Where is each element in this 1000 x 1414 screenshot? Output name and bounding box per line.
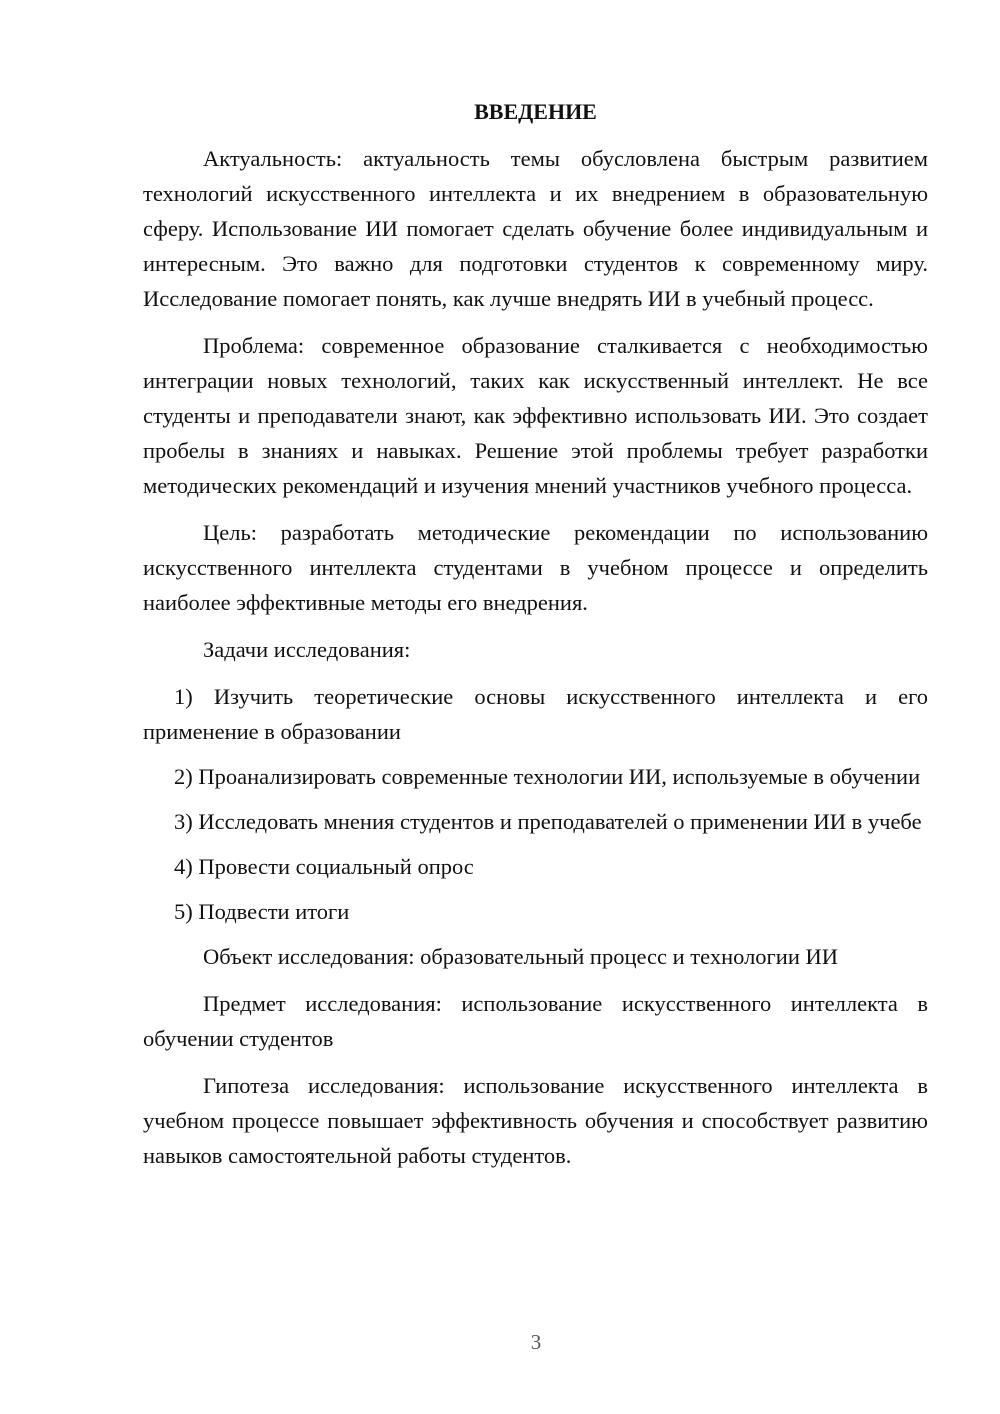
paragraph-problem: Проблема: современное образование сталкивается с необходимостью интеграции новых технологий, таких как искусственный интеллект. Не все студенты и преподаватели знают, как эффективно использовать ИИ. Это создает пробелы в знаниях и навыках. Решение этой проблемы требует разработки методических рекомендаций и изучения мнений участников учебного процесса. [143,333,928,498]
task-item-5: 5) Подвести итоги [174,899,350,924]
paragraph-goal: Цель: разработать методические рекомендации по использованию искусственного интеллекта студентами в учебном процессе и определить наиболее эффективные методы его внедрения. [143,520,928,615]
task-item-2: 2) Проанализировать современные технологии ИИ, используемые в обучении [174,764,921,789]
page-number: 3 [530,1330,542,1354]
section-title: ВВЕДЕНИЕ [474,99,597,124]
page-content [143,94,928,1185]
paragraph-relevance: Актуальность: актуальность темы обусловлена быстрым развитием технологий искусственного интеллекта и их внедрением в образовательную сферу. Использование ИИ помогает сделать обучение более индивидуальным и интересным. Это важно для подготовки студентов к современному миру. Исследование помогает понять, как лучше внедрять ИИ в учебный процесс. [143,146,928,311]
tasks-heading: Задачи исследования: [203,637,411,662]
task-item-3: 3) Исследовать мнения студентов и преподавателей о применении ИИ в учебе [174,809,922,834]
task-item-4: 4) Провести социальный опрос [174,854,474,879]
task-item-1: 1) Изучить теоретические основы искусственного интеллекта и его применение в образовании [143,684,928,744]
research-subject: Предмет исследования: использование искусственного интеллекта в обучении студентов [143,991,928,1051]
research-hypothesis: Гипотеза исследования: использование искусственного интеллекта в учебном процессе повышает эффективность обучения и способствует развитию навыков самостоятельной работы студентов. [143,1073,928,1168]
research-object: Объект исследования: образовательный процесс и технологии ИИ [203,944,838,969]
